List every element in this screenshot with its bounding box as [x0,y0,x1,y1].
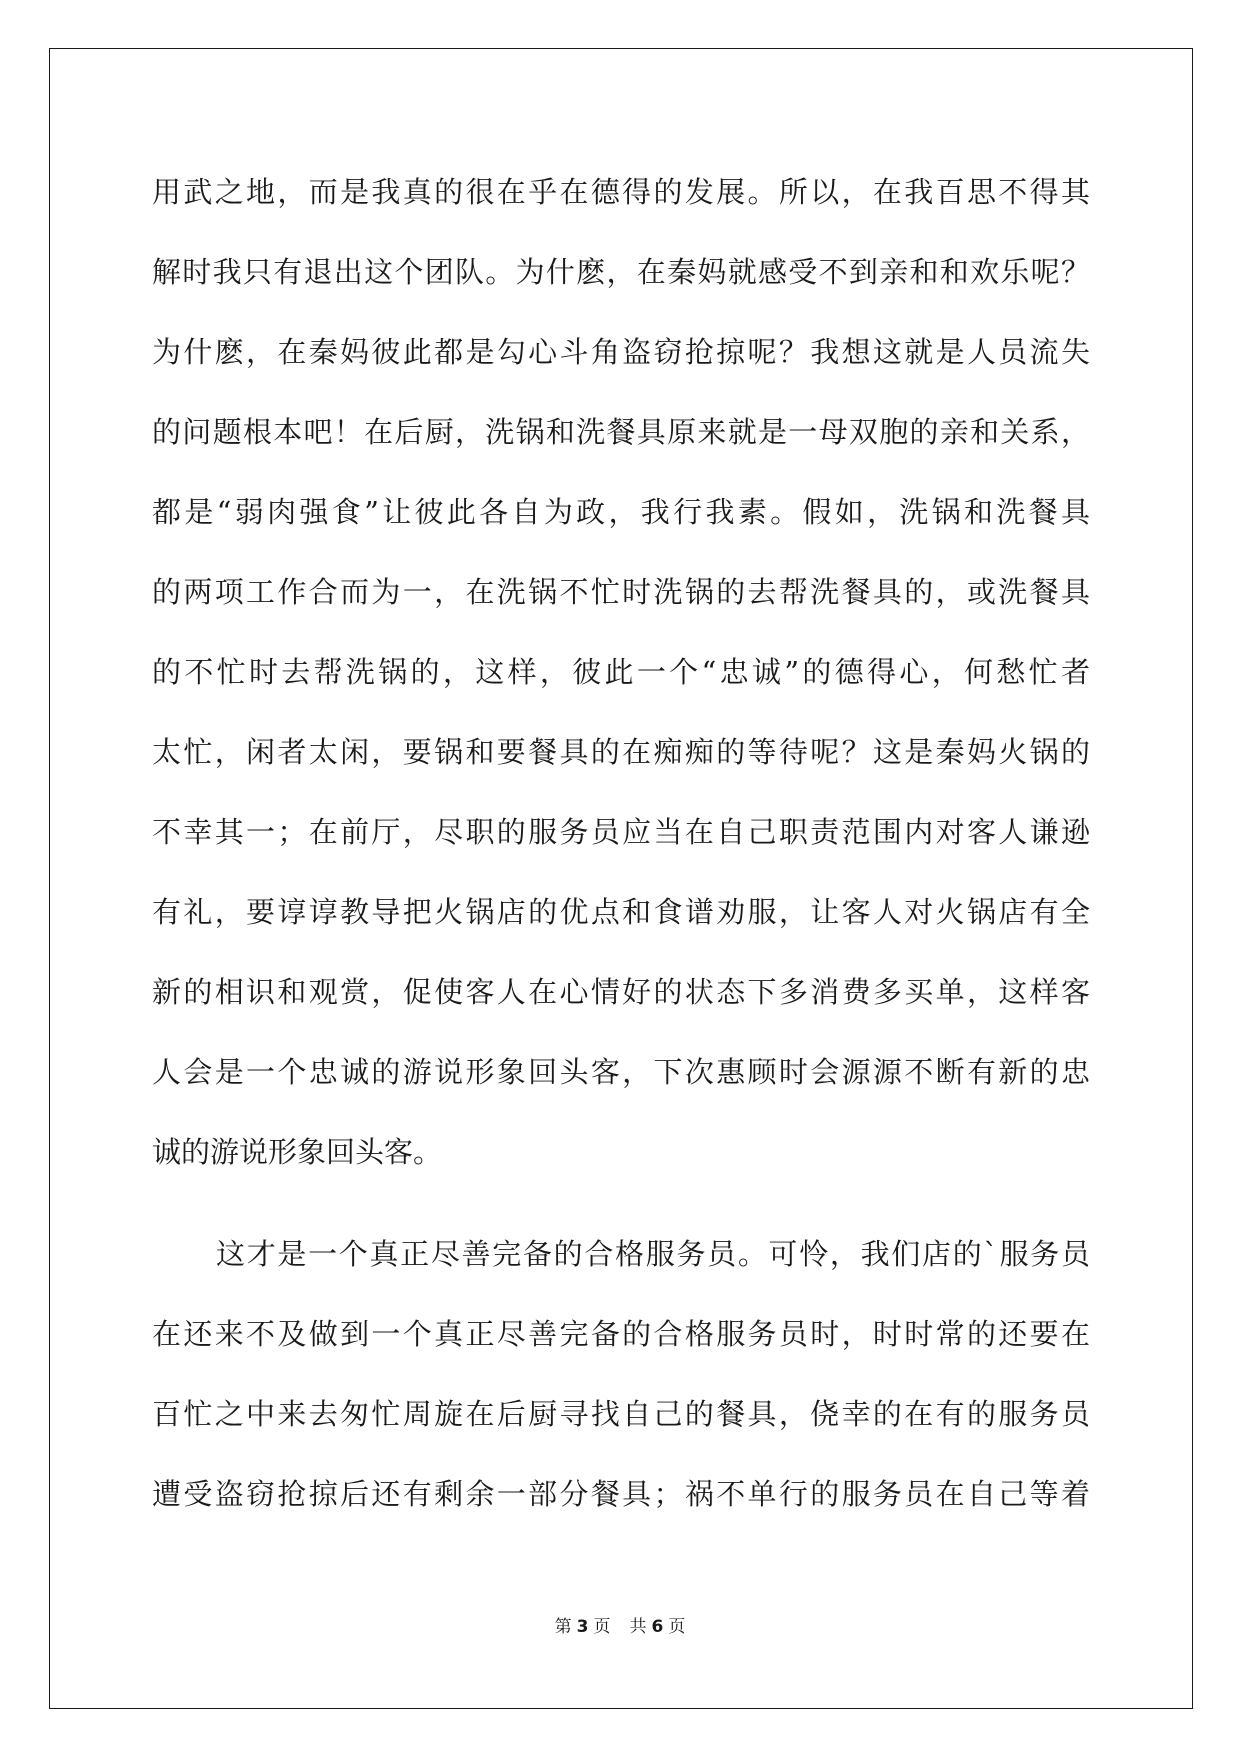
text-line: 遭受盗窃抢掠后还有剩余一部分餐具；祸不单行的服务员在自己等着 [152,1477,1090,1511]
total-suffix: 页 [668,1617,687,1637]
page-suffix: 页 [593,1617,612,1637]
text-line: 在还来不及做到一个真正尽善完备的合格服务员时，时时常的还要在 [152,1317,1090,1351]
text-line: 这才是一个真正尽善完备的合格服务员。可怜，我们店的`服务员 [216,1237,1090,1271]
text-line: 百忙之中来去匆忙周旋在后厨寻找自己的餐具，侥幸的在有的服务员 [152,1397,1090,1431]
text-line: 新的相识和观赏，促使客人在心情好的状态下多消费多买单，这样客 [152,975,1090,1009]
text-line: 人会是一个忠诚的游说形象回头客，下次惠顾时会源源不断有新的忠 [152,1055,1090,1089]
text-line: 都是“弱肉强食”让彼此各自为政，我行我素。假如，洗锅和洗餐具 [152,495,1090,529]
document-body [152,162,1090,1544]
page-prefix: 第 [554,1617,573,1637]
page-number: 3 [576,1617,590,1637]
text-line: 的问题根本吧！在后厨，洗锅和洗餐具原来就是一母双胞的亲和关系， [152,415,1090,449]
text-line: 有礼，要谆谆教导把火锅店的优点和食谱劝服，让客人对火锅店有全 [152,895,1090,929]
page-total: 6 [651,1617,665,1637]
text-line: 的两项工作合而为一，在洗锅不忙时洗锅的去帮洗餐具的，或洗餐具 [152,575,1090,609]
text-line: 解时我只有退出这个团队。为什麽，在秦妈就感受不到亲和和欢乐呢？ [152,255,1090,289]
paragraph-gap [152,1202,1090,1224]
total-prefix: 共 [629,1617,648,1637]
text-line: 诚的游说形象回头客。 [152,1135,443,1169]
text-line: 用武之地，而是我真的很在乎在德得的发展。所以，在我百思不得其 [152,175,1090,209]
text-line: 的不忙时去帮洗锅的，这样，彼此一个“忠诚”的德得心，何愁忙者 [152,655,1090,689]
text-line: 不幸其一；在前厅，尽职的服务员应当在自己职责范围内对客人谦逊 [152,815,1090,849]
text-line: 为什麽，在秦妈彼此都是勾心斗角盗窃抢掠呢？我想这就是人员流失 [152,335,1090,369]
text-line: 太忙，闲者太闲，要锅和要餐具的在痴痴的等待呢？这是秦妈火锅的 [152,735,1090,769]
page-footer [0,1612,1241,1637]
